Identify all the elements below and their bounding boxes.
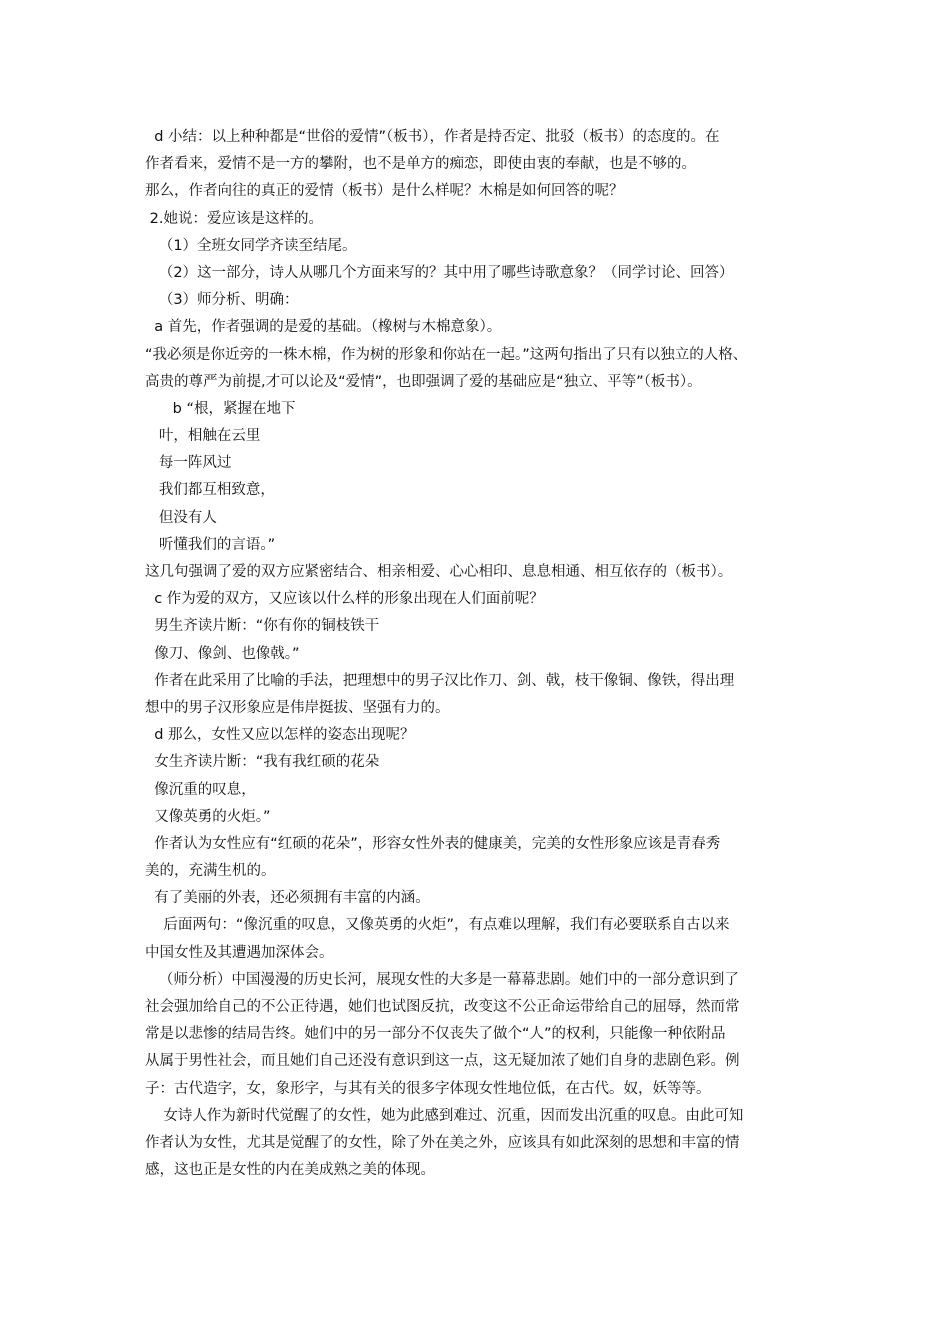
text-line: 常是以悲惨的结局告终。她们中的另一部分不仅丧失了做个“人”的权利，只能像一种依附品 [145, 1026, 726, 1043]
text-line: 这几句强调了爱的双方应紧密结合、相亲相爱、心心相印、息息相通、相互依存的（板书）。 [145, 564, 733, 580]
poem-line: 我们都互相致意， [145, 482, 275, 499]
text-line: 子：古代造字，女，象形字，与其有关的很多字体现女性地位低，在古代。奴，妖等等。 [145, 1080, 711, 1097]
poem-line: 听懂我们的言语。” [145, 536, 276, 553]
poem-line: 但没有人 [145, 509, 217, 526]
text-line: 有了美丽的外表，还必须拥有丰富的内涵。 [145, 890, 430, 907]
text-line: 作者看来，爱情不是一方的攀附，也不是单方的痴恋，即使由衷的奉献，也是不够的。 [145, 156, 696, 173]
text-line: （1）全班女同学齐读至结尾。 [145, 237, 357, 254]
text-line: 2.她说：爱应该是这样的。 [145, 210, 323, 227]
text-line: 想中的男子汉形象应是伟岸挺拔、坚强有力的。 [145, 699, 450, 716]
text-line: 那么，作者向往的真正的爱情（板书）是什么样呢？木棉是如何回答的呢？ [145, 183, 624, 200]
text-line: 作者认为女性，尤其是觉醒了的女性，除了外在美之外，应该具有如此深刻的思想和丰富的情 [145, 1134, 740, 1151]
text-line: d 那么，女性又应以怎样的姿态出现呢？ [145, 727, 415, 744]
poem-line: b “根，紧握在地下 [145, 400, 296, 417]
text-line: （师分析）中国漫漫的历史长河，展现女性的大多是一幕幕悲剧。她们中的一部分意识到了 [145, 971, 739, 988]
poem-line: 像沉重的叹息， [145, 781, 256, 798]
text-line: （2）这一部分，诗人从哪几个方面来写的？其中用了哪些诗歌意象？（同学讨论、回答） [145, 264, 734, 281]
text-line: 作者认为女性应有“红硕的花朵”，形容女性外表的健康美，完美的女性形象应该是青春秀 [145, 835, 721, 852]
text-line: “我必须是你近旁的一株木棉，作为树的形象和你站在一起。”这两句指出了只有以独立的人格、 [145, 346, 748, 363]
poem-line: 像刀、像剑、也像戟。” [145, 645, 300, 662]
text-line: 社会强加给自己的不公正待遇，她们也试图反抗，改变这不公正命运带给自己的屈辱，然而常 [145, 999, 740, 1015]
poem-line: 叶，相触在云里 [145, 428, 261, 445]
poem-line: 又像英勇的火炬。” [145, 808, 271, 825]
text-line: a 首先，作者强调的是爱的基础。（橡树与木棉意象）。 [145, 319, 502, 336]
text-line: 中国女性及其遭遇加深体会。 [145, 944, 334, 961]
text-line: 后面两句：“像沉重的叹息，又像英勇的火炬”，有点难以理解，我们有必要联系自古以来 [145, 917, 730, 934]
text-line: d 小结：以上种种都是“世俗的爱情”（板书），作者是持否定、批驳（板书）的态度的。在 [145, 129, 720, 145]
text-line: 感，这也正是女性的内在美成熟之美的体现。 [145, 1162, 435, 1179]
text-line: 高贵的尊严为前提,才可以论及“爱情”，也即强调了爱的基础应是“独立、平等”（板书）。 [145, 373, 702, 390]
text-line: 美的，充满生机的。 [145, 863, 276, 880]
text-line: c 作为爱的双方，又应该以什么样的形象出现在人们面前呢？ [145, 591, 544, 608]
text-line: 从属于男性社会，而且她们自己还没有意识到这一点，这无疑加浓了她们自身的悲剧色彩。例 [145, 1053, 740, 1070]
poem-line: 男生齐读片断：“你有你的铜枝铁干 [145, 618, 380, 635]
poem-line: 每一阵风过 [145, 455, 232, 472]
document-body [145, 124, 810, 1184]
poem-line: 女生齐读片断：“我有我红硕的花朵 [145, 754, 380, 771]
text-line: 作者在此采用了比喻的手法，把理想中的男子汉比作刀、剑、戟，枝干像铜、像铁，得出理 [145, 672, 735, 689]
text-line: （3）师分析、明确： [145, 292, 299, 309]
text-line: 女诗人作为新时代觉醒了的女性，她为此感到难过、沉重，因而发出沉重的叹息。由此可知 [145, 1107, 744, 1124]
